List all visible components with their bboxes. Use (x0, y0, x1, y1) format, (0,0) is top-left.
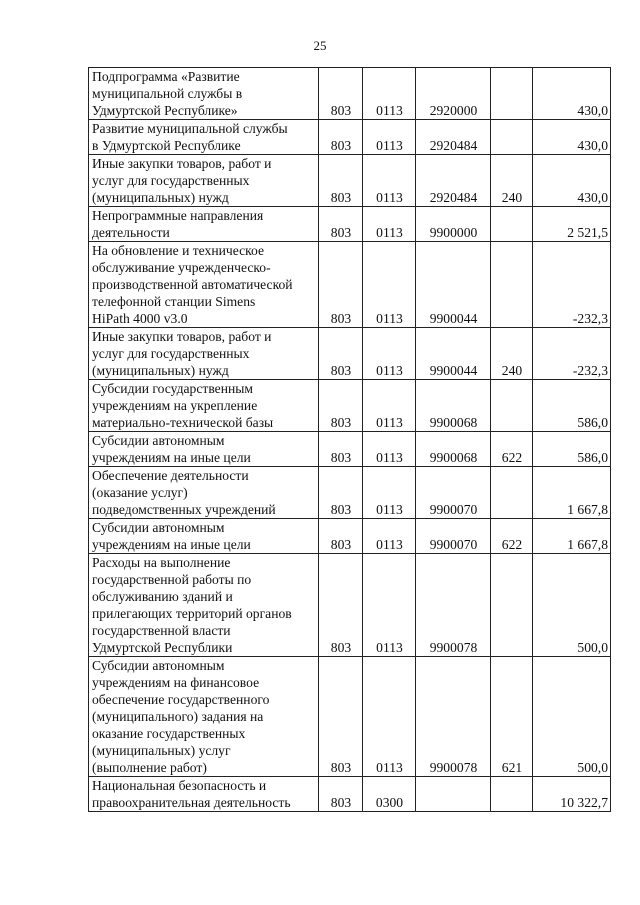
expense-type-cell (491, 554, 533, 657)
amount-cell: 586,0 (533, 380, 611, 432)
expense-name-line: правоохранительная деятельность (92, 795, 291, 810)
amount-cell: 430,0 (533, 120, 611, 155)
section-code-cell: 0113 (363, 519, 416, 554)
target-code-cell: 2920484 (416, 120, 491, 155)
table-row (89, 554, 611, 657)
amount-cell: 430,0 (533, 68, 611, 120)
expense-name-line: (муниципального) задания на (92, 709, 264, 724)
section-code-cell: 0113 (363, 207, 416, 242)
expense-name-line: производственной автоматической (92, 277, 293, 292)
expense-type-cell (491, 242, 533, 328)
target-code-cell: 9900078 (416, 657, 491, 777)
amount-cell: 586,0 (533, 432, 611, 467)
table-row (89, 657, 611, 777)
table-row (89, 380, 611, 432)
target-code-cell (416, 777, 491, 812)
target-code-cell: 9900000 (416, 207, 491, 242)
expense-name-line: Иные закупки товаров, работ и (92, 329, 272, 344)
expense-name-line: подведомственных учреждений (92, 502, 276, 517)
ministry-code-cell: 803 (319, 155, 363, 207)
table-row (89, 467, 611, 519)
table-row (89, 777, 611, 812)
expense-name-line: обслуживанию зданий и (92, 589, 233, 604)
amount-cell: -232,3 (533, 328, 611, 380)
expense-name-line: Удмуртской Республики (92, 640, 233, 655)
expense-type-cell (491, 68, 533, 120)
table-row (89, 242, 611, 328)
target-code-cell: 9900068 (416, 432, 491, 467)
table-row (89, 519, 611, 554)
expense-name-line: государственной власти (92, 623, 231, 638)
expense-name-line: Развитие муниципальной службы (92, 121, 288, 136)
expense-name-line: HiPath 4000 v3.0 (92, 311, 188, 326)
ministry-code-cell: 803 (319, 68, 363, 120)
expense-name-cell (89, 380, 319, 432)
ministry-code-cell: 803 (319, 432, 363, 467)
expense-name-line: Удмуртской Республике» (92, 103, 238, 118)
ministry-code-cell: 803 (319, 519, 363, 554)
expense-name-cell (89, 554, 319, 657)
section-code-cell: 0113 (363, 155, 416, 207)
expense-name-cell (89, 155, 319, 207)
expense-name-line: Субсидии государственным (92, 381, 253, 396)
expense-type-cell: 622 (491, 519, 533, 554)
expense-type-cell (491, 380, 533, 432)
ministry-code-cell: 803 (319, 120, 363, 155)
expense-type-cell: 621 (491, 657, 533, 777)
section-code-cell: 0113 (363, 120, 416, 155)
expense-name-line: (оказание услуг) (92, 485, 188, 500)
ministry-code-cell: 803 (319, 657, 363, 777)
section-code-cell: 0113 (363, 68, 416, 120)
expense-name-line: На обновление и техническое (92, 243, 265, 258)
expense-name-line: телефонной станции Simens (92, 294, 256, 309)
expense-name-line: Субсидии автономным (92, 658, 225, 673)
expense-name-line: учреждениям на финансовое (92, 675, 260, 690)
amount-cell: 2 521,5 (533, 207, 611, 242)
ministry-code-cell: 803 (319, 777, 363, 812)
target-code-cell: 9900070 (416, 467, 491, 519)
expense-type-cell: 240 (491, 328, 533, 380)
ministry-code-cell: 803 (319, 242, 363, 328)
ministry-code-cell: 803 (319, 328, 363, 380)
budget-table (88, 67, 611, 812)
table-row (89, 328, 611, 380)
expense-name-line: деятельности (92, 225, 170, 240)
expense-name-cell (89, 777, 319, 812)
amount-cell: 1 667,8 (533, 519, 611, 554)
expense-name-line: оказание государственных (92, 726, 246, 741)
expense-name-line: учреждениям на иные цели (92, 537, 251, 552)
expense-name-line: обеспечение государственного (92, 692, 270, 707)
expense-name-cell (89, 120, 319, 155)
amount-cell: -232,3 (533, 242, 611, 328)
expense-type-cell: 240 (491, 155, 533, 207)
budget-table-body (89, 68, 611, 812)
amount-cell: 1 667,8 (533, 467, 611, 519)
expense-name-line: Субсидии автономным (92, 520, 225, 535)
expense-name-line: Непрограммные направления (92, 208, 264, 223)
expense-name-line: муниципальной службы в (92, 86, 243, 101)
amount-cell: 10 322,7 (533, 777, 611, 812)
expense-name-line: Расходы на выполнение (92, 555, 231, 570)
target-code-cell: 9900070 (416, 519, 491, 554)
expense-name-line: прилегающих территорий органов (92, 606, 292, 621)
expense-name-line: Иные закупки товаров, работ и (92, 156, 272, 171)
section-code-cell: 0300 (363, 777, 416, 812)
expense-type-cell (491, 777, 533, 812)
expense-name-line: в Удмуртской Республике (92, 138, 241, 153)
section-code-cell: 0113 (363, 657, 416, 777)
expense-type-cell (491, 207, 533, 242)
expense-name-cell (89, 432, 319, 467)
expense-name-cell (89, 657, 319, 777)
ministry-code-cell: 803 (319, 554, 363, 657)
expense-name-line: обслуживание учрежденческо- (92, 260, 271, 275)
expense-name-line: материально-технической базы (92, 415, 274, 430)
amount-cell: 500,0 (533, 554, 611, 657)
section-code-cell: 0113 (363, 432, 416, 467)
expense-name-cell (89, 68, 319, 120)
expense-name-cell (89, 328, 319, 380)
target-code-cell: 2920000 (416, 68, 491, 120)
expense-name-line: Субсидии автономным (92, 433, 225, 448)
section-code-cell: 0113 (363, 467, 416, 519)
section-code-cell: 0113 (363, 328, 416, 380)
expense-type-cell (491, 467, 533, 519)
page-number: 25 (313, 38, 327, 53)
expense-name-line: услуг для государственных (92, 173, 250, 188)
expense-name-cell (89, 467, 319, 519)
section-code-cell: 0113 (363, 380, 416, 432)
section-code-cell: 0113 (363, 554, 416, 657)
target-code-cell: 9900044 (416, 242, 491, 328)
table-row (89, 155, 611, 207)
ministry-code-cell: 803 (319, 207, 363, 242)
target-code-cell: 9900078 (416, 554, 491, 657)
table-row (89, 207, 611, 242)
expense-name-cell (89, 207, 319, 242)
expense-name-line: (муниципальных) нужд (92, 363, 229, 378)
expense-name-line: Обеспечение деятельности (92, 468, 249, 483)
expense-name-line: государственной работы по (92, 572, 252, 587)
expense-name-cell (89, 519, 319, 554)
expense-type-cell (491, 120, 533, 155)
expense-name-line: (выполнение работ) (92, 760, 207, 775)
expense-type-cell: 622 (491, 432, 533, 467)
expense-name-cell (89, 242, 319, 328)
table-row (89, 68, 611, 120)
target-code-cell: 9900068 (416, 380, 491, 432)
expense-name-line: Подпрограмма «Развитие (92, 69, 240, 84)
target-code-cell: 2920484 (416, 155, 491, 207)
table-row (89, 120, 611, 155)
amount-cell: 430,0 (533, 155, 611, 207)
expense-name-line: (муниципальных) услуг (92, 743, 231, 758)
ministry-code-cell: 803 (319, 467, 363, 519)
target-code-cell: 9900044 (416, 328, 491, 380)
ministry-code-cell: 803 (319, 380, 363, 432)
table-row (89, 432, 611, 467)
expense-name-line: Национальная безопасность и (92, 778, 267, 793)
expense-name-line: услуг для государственных (92, 346, 250, 361)
expense-name-line: (муниципальных) нужд (92, 190, 229, 205)
expense-name-line: учреждениям на укрепление (92, 398, 258, 413)
section-code-cell: 0113 (363, 242, 416, 328)
amount-cell: 500,0 (533, 657, 611, 777)
expense-name-line: учреждениям на иные цели (92, 450, 251, 465)
